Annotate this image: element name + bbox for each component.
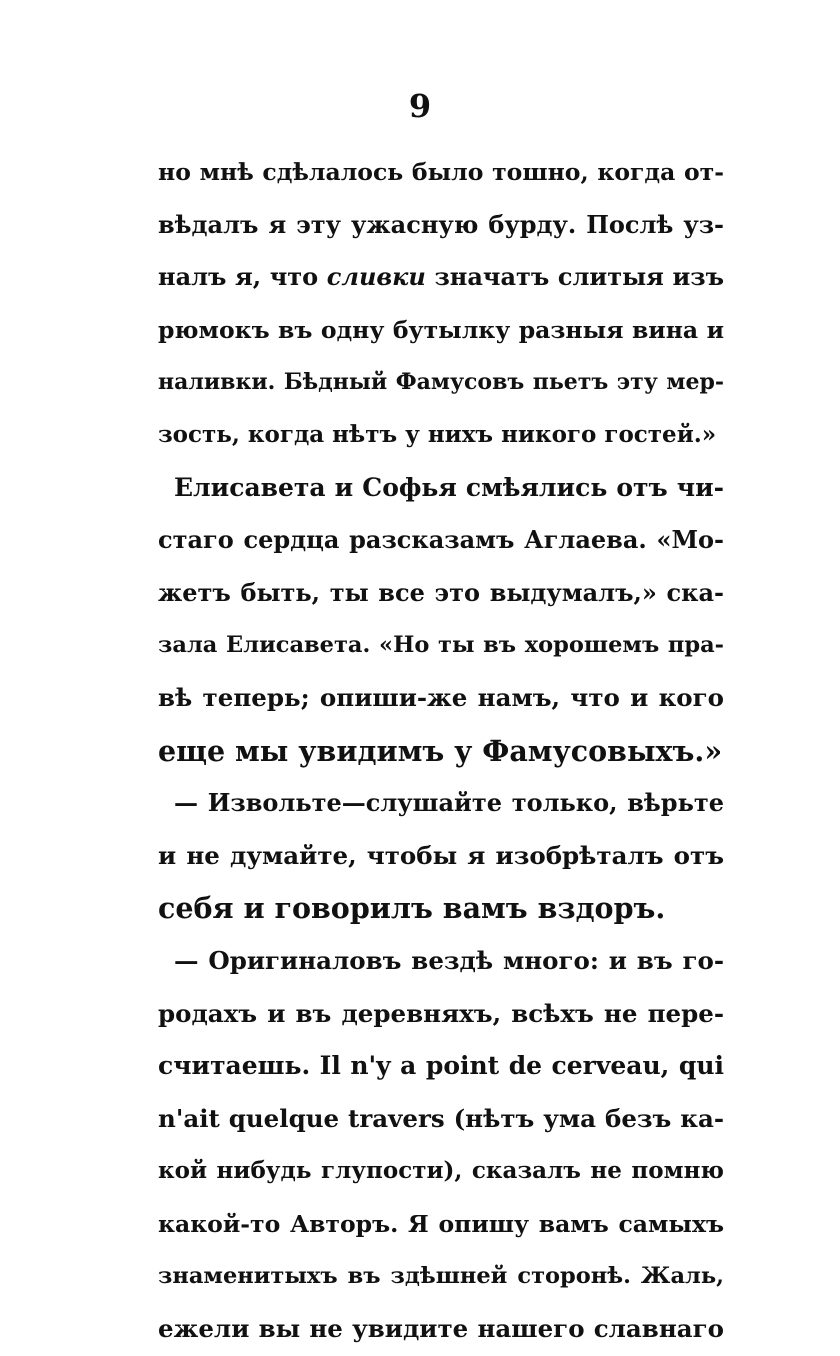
text-line: n'ait quelque travers (нѣтъ ума безъ ка- xyxy=(158,1103,724,1133)
paragraph-start-line: — Извольте—слушайте только, вѣрьте xyxy=(174,788,724,818)
text-line: вѣ теперь; опиши-же намъ, что и кого xyxy=(158,682,724,712)
text-line: ежели вы не увидите нашего славнаго xyxy=(158,1314,724,1344)
text-segment: налъ я, что xyxy=(158,262,327,292)
text-line: но мнѣ сдѣлалось было тошно, когда от- xyxy=(158,158,724,186)
text-segment: значатъ слитыя изъ xyxy=(425,262,724,292)
text-line: кой нибудь глупости), сказалъ не помню xyxy=(158,1157,724,1185)
text-line: родахъ и въ деревняхъ, всѣхъ не пере- xyxy=(158,998,724,1028)
text-line: какой-то Авторъ. Я опишу вамъ самыхъ xyxy=(158,1209,724,1238)
text-line: жетъ быть, ты все это выдумалъ,» ска- xyxy=(158,577,724,607)
text-line: знаменитыхъ въ здѣшней сторонѣ. Жаль, xyxy=(158,1263,724,1290)
text-line: считаешь. Il n'y a point de cerveau, qui xyxy=(158,1051,724,1081)
text-line: себя и говорилъ вамъ вздоръ. xyxy=(158,891,666,926)
text-line: стаго сердца разсказамъ Аглаева. «Мо- xyxy=(158,525,724,555)
text-line: наливки. Бѣдный Фамусовъ пьетъ эту мер- xyxy=(158,369,724,396)
emphasized-word: сливки xyxy=(326,262,426,292)
paragraph-start-line: — Оригиналовъ вездѣ много: и въ го- xyxy=(174,945,724,975)
text-line: и не думайте, чтобы я изобрѣталъ отъ xyxy=(158,840,724,870)
text-line xyxy=(158,251,724,304)
text-line: рюмокъ въ одну бутылку разныя вина и xyxy=(158,315,724,344)
page-number: 9 xyxy=(408,87,432,125)
text-line: вѣдалъ я эту ужасную бурду. Послѣ уз- xyxy=(158,209,724,239)
text-line: зость, когда нѣтъ у нихъ никого гостей.» xyxy=(158,420,717,448)
text-line: еще мы увидимъ у Фамусовыхъ.» xyxy=(158,733,723,768)
text-line: зала Елисавета. «Но ты въ хорошемъ пра- xyxy=(158,632,724,659)
body-text xyxy=(158,146,724,1356)
paragraph-start-line: Елисавета и Софья смѣялись отъ чи- xyxy=(174,472,724,502)
